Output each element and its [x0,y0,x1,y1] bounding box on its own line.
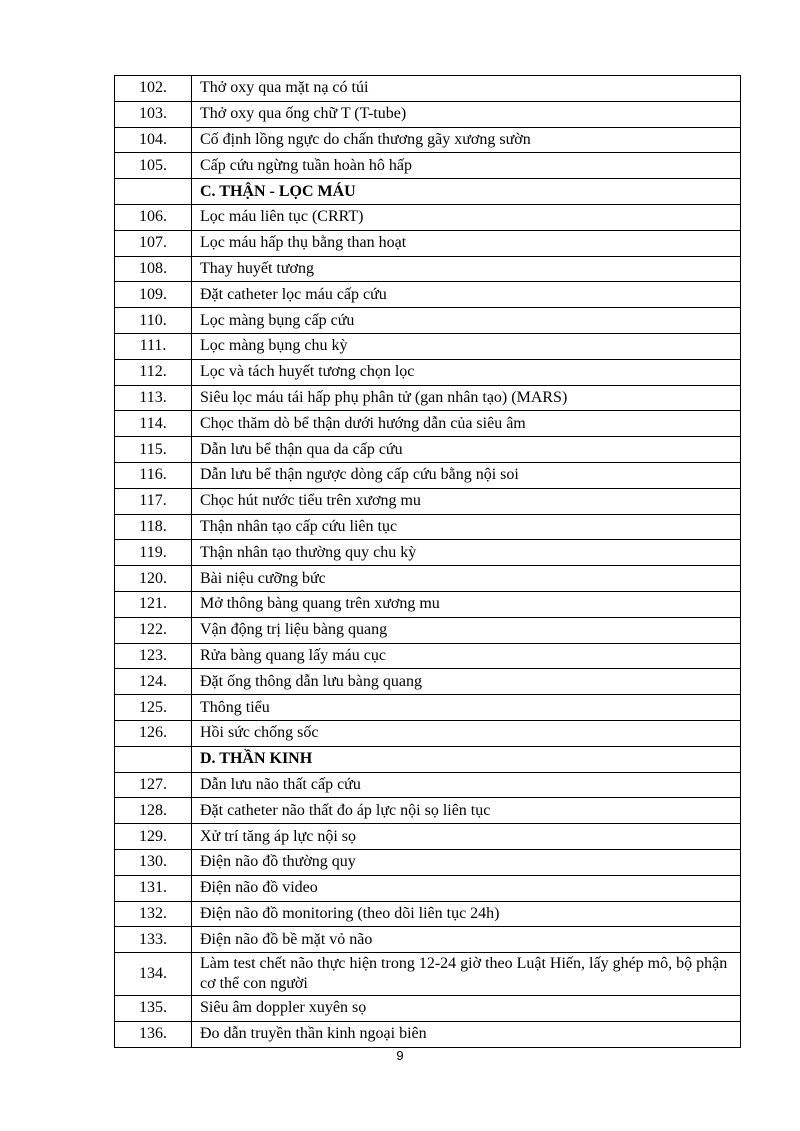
procedure-name: Cố định lồng ngực do chấn thương gãy xương sườn [192,127,741,153]
procedure-name: Siêu lọc máu tái hấp phụ phân tử (gan nhân tạo) (MARS) [192,385,741,411]
table-row [115,617,741,643]
table-row [115,385,741,411]
table-row [115,462,741,488]
procedure-name: Dẫn lưu não thất cấp cứu [192,772,741,798]
table-row [115,127,741,153]
section-header-row [115,179,741,205]
procedure-name: Vận động trị liệu bàng quang [192,617,741,643]
procedure-name: Lọc màng bụng chu kỳ [192,333,741,359]
row-number: 135. [115,996,192,1022]
table-row [115,720,741,746]
row-number: 106. [115,204,192,230]
row-number: 124. [115,669,192,695]
procedure-name: Làm test chết não thực hiện trong 12-24 giờ theo Luật Hiến, lấy ghép mô, bộ phận cơ thể con người [192,953,741,996]
procedure-name: Chọc thăm dò bể thận dưới hướng dẫn của siêu âm [192,411,741,437]
row-number: 111. [115,333,192,359]
row-number [115,179,192,205]
row-number: 128. [115,798,192,824]
procedure-name: Đặt catheter não thất đo áp lực nội sọ liên tục [192,798,741,824]
table-row [115,333,741,359]
table-row [115,1021,741,1047]
row-number: 129. [115,824,192,850]
row-number: 126. [115,720,192,746]
section-title: C. THẬN - LỌC MÁU [192,179,741,205]
table-row [115,875,741,901]
row-number: 102. [115,76,192,102]
table-row [115,411,741,437]
row-number: 133. [115,927,192,953]
procedure-name: Mở thông bàng quang trên xương mu [192,591,741,617]
row-number: 103. [115,101,192,127]
section-header-row [115,746,741,772]
table-row [115,540,741,566]
procedure-name: Dẫn lưu bể thận qua da cấp cứu [192,437,741,463]
procedure-name: Xử trí tăng áp lực nội sọ [192,824,741,850]
table-row [115,359,741,385]
table-row [115,996,741,1022]
table-row [115,824,741,850]
row-number: 132. [115,901,192,927]
procedure-name: Đo dẫn truyền thần kinh ngoại biên [192,1021,741,1047]
row-number: 108. [115,256,192,282]
table-row [115,901,741,927]
row-number: 112. [115,359,192,385]
row-number [115,746,192,772]
table-row [115,798,741,824]
procedure-name: Lọc và tách huyết tương chọn lọc [192,359,741,385]
table-row [115,566,741,592]
procedure-name: Đặt ống thông dẫn lưu bàng quang [192,669,741,695]
row-number: 110. [115,308,192,334]
table-row [115,101,741,127]
row-number: 107. [115,230,192,256]
procedure-name: Rửa bàng quang lấy máu cục [192,643,741,669]
table-row [115,669,741,695]
row-number: 123. [115,643,192,669]
row-number: 127. [115,772,192,798]
table-row [115,204,741,230]
table-row [115,76,741,102]
row-number: 114. [115,411,192,437]
page-number: 9 [396,1048,404,1063]
procedure-name: Lọc màng bụng cấp cứu [192,308,741,334]
procedure-name: Thở oxy qua ống chữ T (T-tube) [192,101,741,127]
procedure-name: Thay huyết tương [192,256,741,282]
procedure-name: Thở oxy qua mặt nạ có túi [192,76,741,102]
table-row [115,514,741,540]
row-number: 136. [115,1021,192,1047]
procedure-name: Thận nhân tạo thường quy chu kỳ [192,540,741,566]
row-number: 104. [115,127,192,153]
table-row [115,153,741,179]
row-number: 115. [115,437,192,463]
procedure-name: Thông tiểu [192,695,741,721]
procedure-name: Chọc hút nước tiểu trên xương mu [192,488,741,514]
table-row [115,437,741,463]
table-row [115,488,741,514]
procedure-name: Điện não đồ bề mặt vỏ não [192,927,741,953]
row-number: 113. [115,385,192,411]
procedure-name: Lọc máu liên tục (CRRT) [192,204,741,230]
row-number: 125. [115,695,192,721]
procedure-table [114,75,741,1048]
table-row [115,772,741,798]
row-number: 122. [115,617,192,643]
table-row [115,256,741,282]
row-number: 131. [115,875,192,901]
procedure-name: Lọc máu hấp thụ bằng than hoạt [192,230,741,256]
row-number: 120. [115,566,192,592]
row-number: 105. [115,153,192,179]
row-number: 119. [115,540,192,566]
procedure-name: Bài niệu cưỡng bức [192,566,741,592]
table-row [115,695,741,721]
table-row [115,230,741,256]
procedure-table-body [115,76,741,1048]
row-number: 116. [115,462,192,488]
section-title: D. THẦN KINH [192,746,741,772]
row-number: 130. [115,849,192,875]
table-row [115,927,741,953]
row-number: 118. [115,514,192,540]
row-number: 109. [115,282,192,308]
table-row [115,282,741,308]
table-row [115,591,741,617]
procedure-name: Siêu âm doppler xuyên sọ [192,996,741,1022]
procedure-name: Dẫn lưu bể thận ngược dòng cấp cứu bằng nội soi [192,462,741,488]
table-row [115,849,741,875]
procedure-name: Cấp cứu ngừng tuần hoàn hô hấp [192,153,741,179]
procedure-name: Điện não đồ video [192,875,741,901]
row-number: 117. [115,488,192,514]
table-row [115,953,741,996]
row-number: 134. [115,953,192,996]
procedure-name: Điện não đồ monitoring (theo dõi liên tục 24h) [192,901,741,927]
row-number: 121. [115,591,192,617]
procedure-name: Đặt catheter lọc máu cấp cứu [192,282,741,308]
table-row [115,308,741,334]
procedure-name: Thận nhân tạo cấp cứu liên tục [192,514,741,540]
procedure-name: Điện não đồ thường quy [192,849,741,875]
table-row [115,643,741,669]
procedure-name: Hồi sức chống sốc [192,720,741,746]
